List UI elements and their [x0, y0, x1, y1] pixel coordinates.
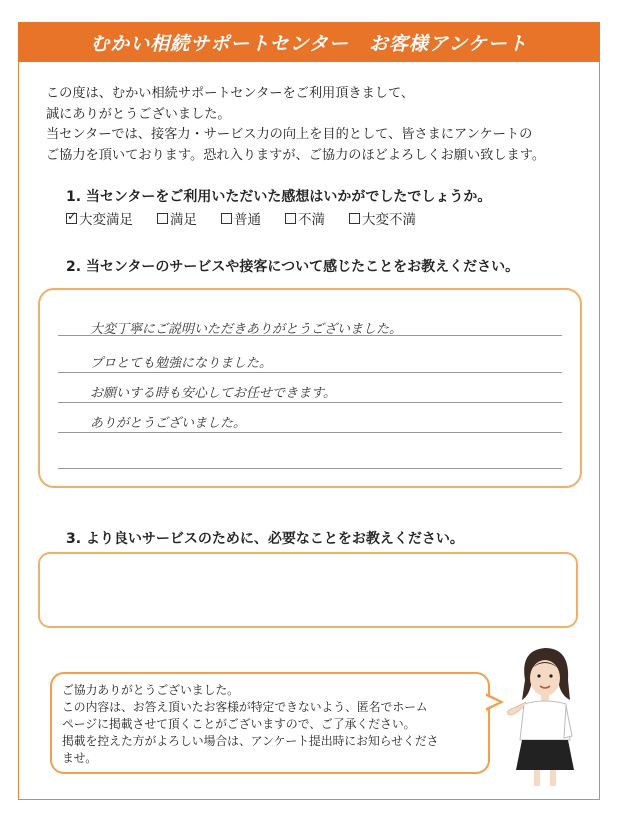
bubble-line: ご協力ありがとうございました。: [62, 683, 239, 697]
thank-you-speech-bubble: [50, 672, 490, 774]
option-satisfied[interactable]: [157, 208, 197, 228]
intro-line: ご協力を頂いております。恐れ入りますが、ご協力のほどよろしくお願い致します。: [46, 147, 546, 163]
intro-line: この度は、むかい相続サポートセンターをご利用頂きまして、: [46, 86, 415, 101]
intro-line: 誠にありがとうございました。: [46, 106, 231, 122]
ruled-line: [58, 432, 562, 433]
option-label: 不満: [298, 212, 325, 228]
bubble-tail-inner: [486, 696, 499, 708]
bubble-line: この内容は、お答え頂いたお客様が特定できないよう、匿名でホーム: [62, 700, 428, 714]
question-1-title: 1. 当センターをご利用いただいた感想はいかがでしたでしょうか。: [66, 189, 492, 205]
ruled-line: [58, 402, 562, 403]
handwritten-answer: お願いする時も安心してお任せできます。: [90, 386, 336, 401]
option-very-dissatisfied[interactable]: [349, 208, 416, 228]
checkbox-icon[interactable]: [285, 213, 296, 224]
option-very-satisfied[interactable]: [66, 208, 133, 228]
ruled-line: [58, 372, 562, 373]
option-label: 大変満足: [79, 212, 133, 228]
survey-title: むかい相続サポートセンター お客様アンケート: [18, 22, 600, 62]
checkbox-icon[interactable]: [221, 213, 232, 224]
option-label: 大変不満: [362, 212, 416, 228]
bubble-line: ませ。: [62, 751, 98, 765]
question-3-title: 3. より良いサービスのために、必要なことをお教えください。: [66, 531, 464, 547]
question-1-options: [66, 208, 416, 228]
intro-text: [46, 84, 586, 166]
question-3-answer-box[interactable]: [38, 552, 578, 628]
handwritten-answer: 大変丁寧にご説明いただきありがとうございました。: [90, 322, 403, 337]
checkbox-checked-icon[interactable]: [66, 213, 77, 224]
handwritten-answer: ありがとうございました。: [90, 416, 247, 431]
question-2-title: 2. 当センターのサービスや接客について感じたことをお教えください。: [66, 259, 520, 275]
option-neutral[interactable]: [221, 208, 261, 228]
option-label: 普通: [234, 212, 261, 228]
option-dissatisfied[interactable]: [285, 208, 325, 228]
ruled-line: [58, 468, 562, 469]
checkbox-icon[interactable]: [157, 213, 168, 224]
intro-line: 当センターでは、接客力・サービス力の向上を目的として、皆さまにアンケートの: [46, 127, 533, 142]
bubble-line: ページに掲載させて頂くことがございますので、ご了承ください。: [62, 717, 416, 731]
checkbox-icon[interactable]: [349, 213, 360, 224]
question-2-answer-box[interactable]: [38, 288, 582, 488]
staff-woman-illustration-icon: [500, 640, 590, 790]
handwritten-answer: プロとても勉強になりました。: [90, 356, 273, 371]
option-label: 満足: [170, 212, 197, 228]
bubble-line: 掲載を控えた方がよろしい場合は、アンケート提出時にお知らせくださ: [62, 734, 439, 748]
